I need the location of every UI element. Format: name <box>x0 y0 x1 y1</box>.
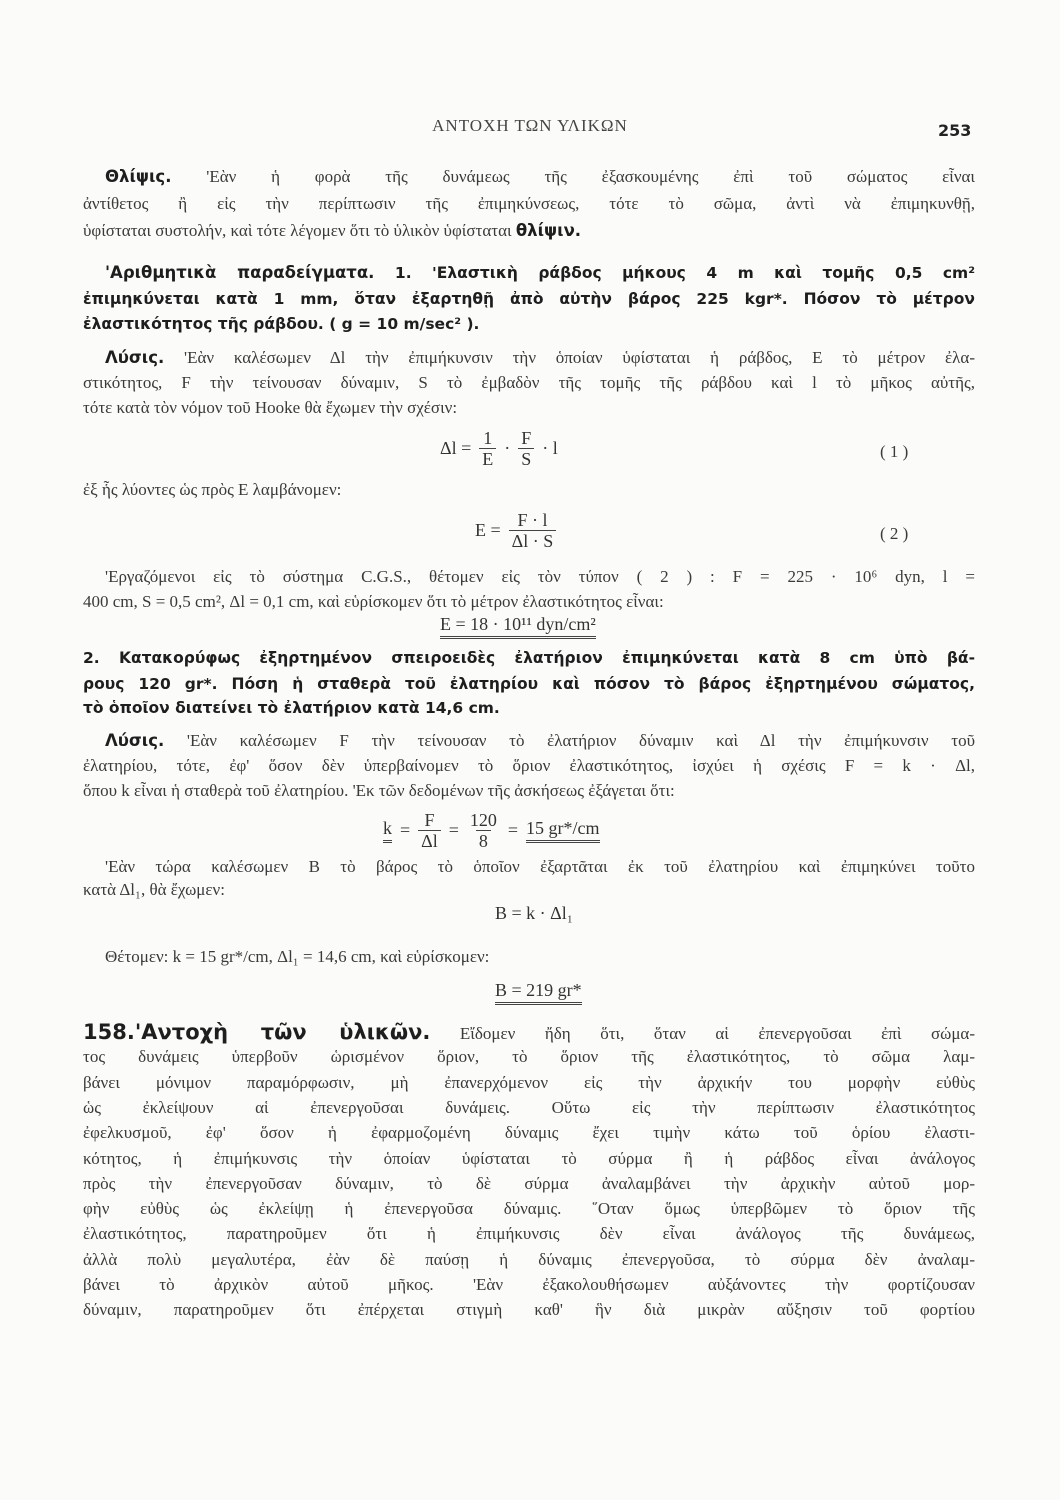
text-line: στικότητος, F τὴν τείνουσαν δύναμιν, S τὸ ἐμβαδὸν τῆς τομῆς τῆς ράβδου καὶ l τὸ μῆκος αὐτῆς, <box>83 373 975 392</box>
text-line: κατὰ Δl₁, θὰ ἔχωμεν: <box>83 880 225 899</box>
line-text: 1. 'Ελαστικὴ ράβδος μήκους 4 m καὶ τομῆς 0,5 cm² <box>374 264 975 282</box>
text-line: ἐλατηρίου, τότε, ἐφ' ὅσον δὲν ὑπερβαίνομεν τὸ ὅριον ἐλαστικότητος, ἰσχύει ἡ σχέσις F = k · Δl, <box>83 756 975 775</box>
text-line: βάνει μόνιμον παραμόρφωσιν, μὴ ἐπανερχόμενον εἰς τὴν ἀρχικήν του μορφὴν εὐθὺς <box>83 1072 975 1092</box>
equation-1-label: ( 1 ) <box>880 442 909 461</box>
page-number: 253 <box>938 121 972 140</box>
text-line: 400 cm, S = 0,5 cm², Δl = 0,1 cm, καὶ εὑρίσκομεν ὅτι τὸ μέτρον ἐλαστικότητος εἶναι: <box>83 592 664 611</box>
denominator: S <box>518 448 534 469</box>
result-elasticity <box>440 614 596 639</box>
text-line: βάνει τὸ ἀρχικὸν αὐτοῦ μῆκος. 'Εὰν ἐξακολουθήσωμεν αὐξάνοντες τὴν φορτίζουσαν <box>83 1275 975 1294</box>
eq-b-text: B = k · Δl₁ <box>495 903 574 923</box>
running-header: ΑΝΤΟΧΗ ΤΩΝ ΥΛΙΚΩΝ <box>432 116 628 135</box>
equation-2 <box>475 510 556 551</box>
line-text: ὑφίσταται συστολήν, καὶ τότε λέγομεν ὅτι τὸ ὑλικὸν ὑφίσταται <box>83 221 516 240</box>
line-text: 'Εὰν καλέσωμεν F τὴν τείνουσαν τὸ ἐλατήριον δύναμιν καὶ Δl τὴν ἐπιμήκυνσιν τοῦ <box>164 731 975 750</box>
text-line: δύναμιν, παρατηροῦμεν ὅτι ἐπέρχεται στιγμὴ καθ' ἣν διὰ μικρὰν αὔξησιν τοῦ φορτίου <box>83 1300 975 1320</box>
text-line: φὴν εὐθὺς ὡς ἐκλείψῃ ἡ ἐπενεργοῦσα δύναμις. ῞Οταν ὅμως ὑπερβῶμεν τὸ ὅριον τῆς <box>83 1199 975 1219</box>
numerator: F <box>521 428 532 448</box>
text-line: πρὸς τὴν ἐπενεργοῦσαν δύναμιν, τὸ δὲ σύρμα ἀναλαμβάνει τὴν ἀρχικὴν αὐτοῦ μορ- <box>83 1173 975 1193</box>
line-text: 'Εὰν ἡ φορὰ τῆς δυνάμεως τῆς ἐξασκουμένης ἐπὶ τοῦ σώματος εἶναι <box>171 167 975 186</box>
text-line: τὸ ὁποῖον διατείνει τὸ ἐλατήριον κατὰ 14,6 cm. <box>83 699 500 717</box>
denominator: Δl · S <box>509 530 557 551</box>
equals: = <box>400 820 411 840</box>
text-line: 'Εργαζόμενοι εἰς τὸ σύστημα C.G.S., θέτομεν εἰς τὸν τύπον ( 2 ) : F = 225 · 10⁶ dyn, l = <box>105 567 975 586</box>
k-fraction-1 <box>418 810 441 851</box>
text-line <box>83 219 975 243</box>
k-fraction-2 <box>467 810 500 851</box>
text-line: κότητος, ἡ ἐπιμήκυνσις τὴν ὁποίαν ὑφίσταται τὸ σύρμα ἢ ἡ ράβδος εἶναι ἀνάλογος <box>83 1148 975 1168</box>
eq2-fraction <box>509 510 557 551</box>
equation-2-label: ( 2 ) <box>880 524 909 543</box>
text-line <box>105 165 975 189</box>
result-weight <box>495 980 582 1005</box>
text-line: ὡς ἐκλείψουν αἱ ἐπενεργοῦσαι δυνάμεις. Οὕτω εἰς τὴν περίπτωσιν ἐλαστικότητος <box>83 1097 975 1117</box>
run-in-heading: 'Αριθμητικὰ παραδείγματα. <box>105 263 375 282</box>
dot: · <box>504 438 511 458</box>
text-line <box>105 346 975 370</box>
numerator: 120 <box>469 810 497 830</box>
text-line: τότε κατὰ τὸν νόμον τοῦ Hooke θὰ ἔχωμεν τὴν σχέσιν: <box>83 398 458 417</box>
text-line: 2. Κατακορύφως ἐξηρτημένον σπειροειδὲς ἐλατήριον ἐπιμηκύνεται κατὰ 8 cm ὑπὸ βά- <box>83 649 975 667</box>
eq1-lhs: Δl = <box>440 438 472 458</box>
numerator: F <box>424 810 435 830</box>
numerator: F · l <box>517 510 548 530</box>
text-line: ρους 120 gr*. Πόση ἡ σταθερὰ τοῦ ἐλατηρίου καὶ πόσον τὸ βάρος ἐξηρτημένου σώματος, <box>83 675 975 693</box>
run-in-heading: 158.'Αντοχὴ τῶν ὑλικῶν. <box>83 1020 431 1044</box>
text-line: ὅπου k εἶναι ἡ σταθερὰ τοῦ ἐλατηρίου. 'Εκ τῶν δεδομένων τῆς ἀσκήσεως ἐξάγεται ὅτι: <box>83 781 675 800</box>
eq1-fraction-2 <box>518 428 534 469</box>
text-line: Θέτομεν: k = 15 gr*/cm, Δl₁ = 14,6 cm, καὶ εὑρίσκομεν: <box>105 947 490 966</box>
denominator: E <box>479 448 496 469</box>
text-line: τος δυνάμεις ὑπερβοῦν ὡρισμένον ὅριον, τὸ ὅριον τῆς ἐλαστικότητος, τὸ σῶμα λαμ- <box>83 1047 975 1067</box>
text-line <box>105 729 975 753</box>
text-line <box>105 261 975 285</box>
text-line <box>83 1020 975 1044</box>
result-value: E = 18 · 10¹¹ dyn/cm² <box>440 614 596 639</box>
bold-term: θλίψιν. <box>515 221 582 240</box>
run-in-heading: Λύσις. <box>105 348 165 367</box>
run-in-heading: Λύσις. <box>105 731 165 750</box>
equation-b <box>495 903 573 924</box>
k-result: 15 gr*/cm <box>526 818 600 843</box>
line-text: Εἴδομεν ἤδη ὅτι, ὅταν αἱ ἐπενεργοῦσαι ἐπὶ σώμα- <box>430 1024 975 1043</box>
run-in-heading: Θλίψις. <box>105 167 172 186</box>
denominator: Δl <box>418 830 441 851</box>
text-line: ἐξ ἧς λύοντες ὡς πρὸς E λαμβάνομεν: <box>83 480 342 499</box>
k-symbol: k <box>383 818 392 843</box>
equation-1 <box>440 428 558 469</box>
text-line: ἀντίθετος ἢ εἰς τὴν περίπτωσιν τῆς ἐπιμηκύνσεως, τότε τὸ σῶμα, ἀντὶ νὰ ἐπιμηκυνθῇ, <box>83 194 975 213</box>
equals: = <box>448 820 459 840</box>
text-line: ἐλαστικότητος τῆς ράβδου. ( g = 10 m/sec² ). <box>83 315 480 333</box>
eq2-lhs: E = <box>475 520 501 540</box>
equals: = <box>507 820 519 840</box>
text-line: 'Εὰν τώρα καλέσωμεν B τὸ βάρος τὸ ὁποῖον ἐξαρτᾶται ἐκ τοῦ ἐλατηρίου καὶ ἐπιμηκύνει τοῦτο <box>105 857 975 876</box>
eq1-tail: · l <box>542 438 558 458</box>
equation-k <box>383 810 600 851</box>
result-value: B = 219 gr* <box>495 980 582 1005</box>
text-line: ἐπιμηκύνεται κατὰ 1 mm, ὅταν ἐξαρτηθῇ ἀπὸ αὐτὴν βάρος 225 kgr*. Πόσον τὸ μέτρον <box>83 290 975 308</box>
denominator: 8 <box>476 830 491 851</box>
text-line: ἀλλὰ πολὺ μεγαλυτέρα, ἐὰν δὲ παύσῃ ἡ δύναμις ἐπενεργοῦσα, τὸ σύρμα δὲν ἀναλαμ- <box>83 1249 975 1269</box>
line-text: 'Εὰν καλέσωμεν Δl τὴν ἐπιμήκυνσιν τὴν ὁποίαν ὑφίσταται ἡ ράβδος, E τὸ μέτρον ἐλα- <box>164 348 975 367</box>
text-line: ἐλαστικότητος, παρατηροῦμεν ὅτι ἡ ἐπιμήκυνσις δὲν εἶναι ἀνάλογος τῆς δυνάμεως, <box>83 1224 975 1244</box>
eq1-fraction-1 <box>479 428 496 469</box>
numerator: 1 <box>483 428 493 448</box>
text-line: ἐφελκυσμοῦ, ἐφ' ὅσον ἡ ἐφαρμοζομένη δύναμις ἔχει τιμὴν κάτω τοῦ ὁρίου ἐλαστι- <box>83 1123 975 1143</box>
